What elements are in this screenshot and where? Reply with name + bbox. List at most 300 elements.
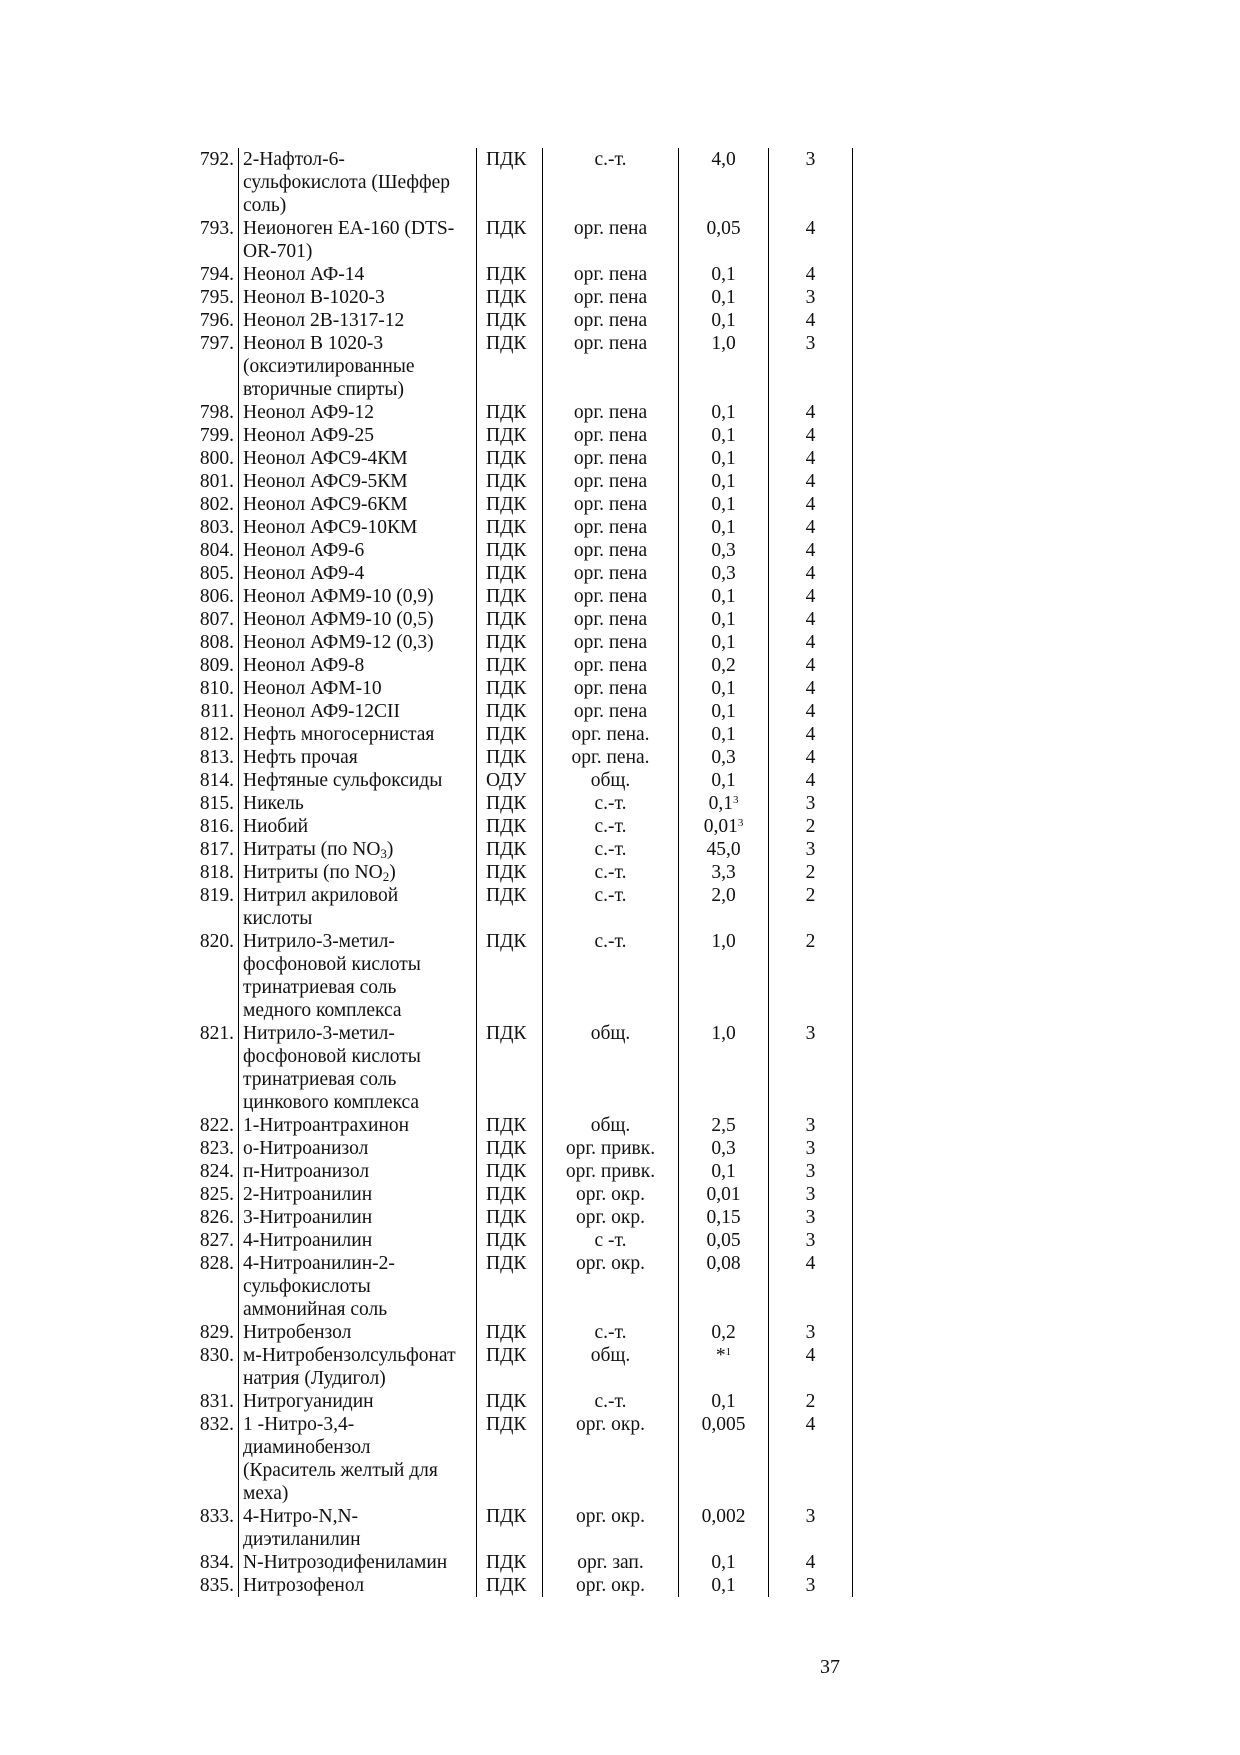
norm-type: ПДК [477,884,543,930]
substance-name: Нитрило-3-метил- фосфоновой кислоты тринатриевая соль медного комплекса [239,930,477,1022]
table-row [186,148,853,217]
value-text: 0,1 [711,1575,736,1596]
value-text: 0,1 [711,1391,736,1412]
row-number: 797. [186,332,239,401]
limiting-criterion: общ. [543,1114,679,1137]
substance-name: о-Нитроанизол [239,1137,477,1160]
limiting-criterion: орг. пена [543,516,679,539]
norm-type: ПДК [477,930,543,1022]
norm-type: ПДК [477,263,543,286]
row-number: 801. [186,470,239,493]
substance-name-text: Нитриты (по NO [243,862,383,883]
row-number: 800. [186,447,239,470]
row-number: 804. [186,539,239,562]
table-row [186,1183,853,1206]
limiting-criterion: орг. окр. [543,1252,679,1321]
table-row [186,930,853,1022]
limiting-criterion: орг. пена [543,562,679,585]
limiting-criterion: орг. пена [543,263,679,286]
value-text: 0,1 [711,471,736,492]
norm-type: ПДК [477,838,543,861]
concentration-value [679,1505,769,1551]
row-number: 809. [186,654,239,677]
row-number: 819. [186,884,239,930]
substance-name: Неонол АФ9-6 [239,539,477,562]
footnote-mark: 1 [725,1346,732,1358]
row-number: 796. [186,309,239,332]
norm-type: ПДК [477,677,543,700]
hazard-class: 4 [769,217,853,263]
table-row [186,263,853,286]
row-number: 825. [186,1183,239,1206]
limiting-criterion: орг. пена [543,654,679,677]
norm-type: ПДК [477,861,543,884]
hazard-class: 3 [769,1321,853,1344]
substance-name: Нефть многосернистая [239,723,477,746]
norm-type: ПДК [477,217,543,263]
concentration-value [679,1137,769,1160]
value-text: 0,1 [708,793,733,814]
value-text: 0,1 [711,402,736,423]
table-row [186,424,853,447]
hazard-class: 4 [769,470,853,493]
limiting-criterion: орг. привк. [543,1160,679,1183]
limiting-criterion: с.-т. [543,815,679,838]
substance-name: 1-Нитроантрахинон [239,1114,477,1137]
limiting-criterion: орг. окр. [543,1413,679,1505]
row-number: 803. [186,516,239,539]
table-row [186,700,853,723]
row-number: 820. [186,930,239,1022]
norm-type: ПДК [477,401,543,424]
limiting-criterion: орг. пена [543,677,679,700]
row-number: 818. [186,861,239,884]
table-row [186,539,853,562]
concentration-value [679,562,769,585]
concentration-value [679,401,769,424]
concentration-value [679,539,769,562]
table-row [186,608,853,631]
row-number: 802. [186,493,239,516]
table-row [186,723,853,746]
value-text: 1,0 [711,333,736,354]
table-row [186,677,853,700]
table-row [186,1505,853,1551]
row-number: 816. [186,815,239,838]
subscript: 3 [380,846,387,861]
hazard-class: 4 [769,1252,853,1321]
limiting-criterion: общ. [543,769,679,792]
substance-name: Нитрило-3-метил- фосфоновой кислоты тринатриевая соль цинкового комплекса [239,1022,477,1114]
substance-name: Ниобий [239,815,477,838]
table-row [186,332,853,401]
row-number: 827. [186,1229,239,1252]
concentration-value [679,493,769,516]
substance-name: Неонол АФС9-4КМ [239,447,477,470]
substance-name-tail: ) [389,862,396,883]
concentration-value [679,1183,769,1206]
concentration-value [679,1344,769,1390]
norm-type: ПДК [477,815,543,838]
substance-name: Неонол В 1020-3 (оксиэтилированные вторичные спирты) [239,332,477,401]
hazard-class: 3 [769,1137,853,1160]
table-row [186,286,853,309]
hazard-class: 3 [769,1114,853,1137]
substance-name: Неонол АФС9-5КМ [239,470,477,493]
table-row [186,838,853,861]
limiting-criterion: орг. окр. [543,1183,679,1206]
value-text: 45,0 [706,839,741,860]
limiting-criterion: орг. пена [543,700,679,723]
row-number: 824. [186,1160,239,1183]
table-row [186,1321,853,1344]
substance-name: Неонол 2В-1317-12 [239,309,477,332]
table-row [186,447,853,470]
substance-name: Неонол АФС9-6КМ [239,493,477,516]
hazard-class: 4 [769,769,853,792]
concentration-value [679,1574,769,1597]
substance-name: Нефть прочая [239,746,477,769]
value-text: 0,1 [711,724,736,745]
hazard-class: 4 [769,516,853,539]
hazard-class: 3 [769,148,853,217]
value-text: 0,01 [703,816,738,837]
substance-name: 2-Нафтол-6- сульфокислота (Шеффер соль) [239,148,477,217]
limiting-criterion: орг. пена [543,217,679,263]
row-number: 832. [186,1413,239,1505]
norm-type: ПДК [477,1160,543,1183]
substance-name-tail: ) [386,839,394,860]
row-number: 821. [186,1022,239,1114]
norm-type: ПДК [477,792,543,815]
concentration-value [679,1114,769,1137]
value-text: 0,1 [711,264,736,285]
hazard-class: 4 [769,562,853,585]
substance-name: Неонол АФМ9-10 (0,9) [239,585,477,608]
limiting-criterion: орг. пена [543,631,679,654]
row-number: 835. [186,1574,239,1597]
concentration-value [679,1413,769,1505]
norm-type: ПДК [477,470,543,493]
hazard-class: 4 [769,401,853,424]
hazard-class: 4 [769,539,853,562]
table-row [186,884,853,930]
concentration-value [679,447,769,470]
value-text: 0,1 [711,632,736,653]
limiting-criterion: с.-т. [543,148,679,217]
hazard-class: 3 [769,1574,853,1597]
concentration-value [679,838,769,861]
row-number: 831. [186,1390,239,1413]
hazard-class: 3 [769,1022,853,1114]
concentration-value [679,332,769,401]
concentration-value [679,608,769,631]
substance-name: Нефтяные сульфоксиды [239,769,477,792]
substance-name: Неонол АФ9-4 [239,562,477,585]
value-text: 2,0 [711,885,736,906]
substance-name: Неонол АФМ9-10 (0,5) [239,608,477,631]
hazard-class: 2 [769,1390,853,1413]
hazard-class: 3 [769,1229,853,1252]
hazard-class: 4 [769,608,853,631]
value-text: 0,1 [711,701,736,722]
row-number: 823. [186,1137,239,1160]
limiting-criterion: орг. пена [543,608,679,631]
table-row [186,746,853,769]
substance-name: м-Нитробензолсульфонат натрия (Лудигол) [239,1344,477,1390]
hazard-class: 4 [769,493,853,516]
value-text: 0,1 [711,448,736,469]
value-text: 0,1 [711,678,736,699]
limiting-criterion: орг. пена. [543,746,679,769]
subscript: 2 [382,869,390,884]
substance-name: 4-Нитро-N,N- диэтиланилин [239,1505,477,1551]
substance-name: Неонол АФ9-25 [239,424,477,447]
limiting-criterion: с.-т. [543,930,679,1022]
concentration-value [679,1551,769,1574]
hazard-class: 4 [769,700,853,723]
row-number: 792. [186,148,239,217]
value-text: 0,1 [711,586,736,607]
norm-type: ПДК [477,1183,543,1206]
value-text: 0,1 [711,1552,736,1573]
limiting-criterion: орг. пена [543,585,679,608]
table-row [186,1206,853,1229]
table-row [186,1344,853,1390]
concentration-value [679,1160,769,1183]
concentration-value [679,631,769,654]
concentration-value [679,585,769,608]
limiting-criterion: орг. зап. [543,1551,679,1574]
table-row [186,1160,853,1183]
hazard-class: 3 [769,838,853,861]
table-row [186,309,853,332]
norm-type: ПДК [477,723,543,746]
limiting-criterion: орг. пена [543,332,679,401]
hazard-class: 4 [769,263,853,286]
footnote-mark: 3 [737,817,744,829]
value-text: 0,2 [711,1322,736,1343]
table-row [186,493,853,516]
limiting-criterion: с -т. [543,1229,679,1252]
concentration-value [679,263,769,286]
hazard-class: 4 [769,631,853,654]
limiting-criterion: орг. пена [543,286,679,309]
table-row [186,1574,853,1597]
norm-type: ПДК [477,1252,543,1321]
table-row [186,631,853,654]
value-text: 3,3 [711,862,736,883]
row-number: 813. [186,746,239,769]
limiting-criterion: общ. [543,1022,679,1114]
norm-type: ПДК [477,1206,543,1229]
hazard-class: 4 [769,723,853,746]
limiting-criterion: с.-т. [543,792,679,815]
table-row [186,1413,853,1505]
value-text: 0,1 [711,287,736,308]
substance-name: Неонол В-1020-3 [239,286,477,309]
limiting-criterion: орг. пена [543,424,679,447]
norm-type: ПДК [477,1344,543,1390]
concentration-value [679,470,769,493]
hazard-class: 2 [769,861,853,884]
hazard-class: 3 [769,332,853,401]
row-number: 810. [186,677,239,700]
value-text: 0,1 [711,609,736,630]
limiting-criterion: орг. пена [543,493,679,516]
hazard-class: 2 [769,884,853,930]
concentration-value [679,792,769,815]
table-row [186,1137,853,1160]
norm-type: ПДК [477,1022,543,1114]
concentration-value [679,769,769,792]
table-row [186,401,853,424]
row-number: 807. [186,608,239,631]
value-text: 0,1 [711,517,736,538]
limiting-criterion: орг. пена [543,447,679,470]
concentration-value [679,1252,769,1321]
substance-name: Никель [239,792,477,815]
norm-type: ПДК [477,1390,543,1413]
substance-name: Нитрогуанидин [239,1390,477,1413]
row-number: 798. [186,401,239,424]
norm-type: ПДК [477,654,543,677]
row-number: 812. [186,723,239,746]
limiting-criterion: орг. пена [543,309,679,332]
row-number: 822. [186,1114,239,1137]
hazard-class: 4 [769,1344,853,1390]
value-text: 0,15 [706,1207,741,1228]
hazard-class: 4 [769,585,853,608]
concentration-value [679,516,769,539]
norm-type: ПДК [477,286,543,309]
table-row [186,815,853,838]
substance-name: 4-Нитроанилин-2- сульфокислоты аммонийная соль [239,1252,477,1321]
row-number: 793. [186,217,239,263]
norm-type: ОДУ [477,769,543,792]
norm-type: ПДК [477,746,543,769]
substance-name: 3-Нитроанилин [239,1206,477,1229]
substance-name: Неонол АФ9-12 [239,401,477,424]
limiting-criterion: с.-т. [543,884,679,930]
value-text: 0,1 [711,1161,736,1182]
table-row [186,654,853,677]
substance-name: Неонол АФС9-10КМ [239,516,477,539]
value-text: 0,1 [711,770,736,791]
concentration-value [679,723,769,746]
table-row [186,1252,853,1321]
substance-name: Неонол АФ-14 [239,263,477,286]
limiting-criterion: с.-т. [543,1321,679,1344]
norm-type: ПДК [477,562,543,585]
hazard-class: 3 [769,792,853,815]
substance-name: Нитрозофенол [239,1574,477,1597]
value-text: 1,0 [711,1023,736,1044]
norm-type: ПДК [477,1321,543,1344]
substance-name: Нитробензол [239,1321,477,1344]
norm-type: ПДК [477,608,543,631]
page-number: 37 [820,1656,840,1678]
substance-name: п-Нитроанизол [239,1160,477,1183]
hazard-class: 3 [769,1183,853,1206]
table-row [186,470,853,493]
value-text: 0,08 [706,1253,741,1274]
hazard-class: 2 [769,930,853,1022]
table-row [186,1551,853,1574]
concentration-value [679,424,769,447]
substance-name: Неонол АФ9-8 [239,654,477,677]
table-row [186,792,853,815]
table-row [186,769,853,792]
limiting-criterion: орг. окр. [543,1505,679,1551]
substance-name: 1 -Нитро-3,4- диаминобензол (Краситель желтый для меха) [239,1413,477,1505]
value-text: 0,005 [701,1414,746,1435]
table-row [186,1022,853,1114]
hazard-class: 4 [769,677,853,700]
limiting-criterion: с.-т. [543,838,679,861]
table-row [186,562,853,585]
limiting-criterion: с.-т. [543,861,679,884]
hazard-class: 3 [769,1505,853,1551]
substance-name [239,861,477,884]
concentration-value [679,1229,769,1252]
norm-type: ПДК [477,332,543,401]
substance-name: Неонол АФМ9-12 (0,3) [239,631,477,654]
substance-name [239,838,477,861]
norm-type: ПДК [477,1413,543,1505]
limiting-criterion: орг. окр. [543,1206,679,1229]
value-text: 0,002 [701,1506,746,1527]
concentration-value [679,148,769,217]
value-text: 4,0 [711,149,736,170]
limiting-criterion: орг. привк. [543,1137,679,1160]
row-number: 826. [186,1206,239,1229]
row-number: 805. [186,562,239,585]
norm-type: ПДК [477,539,543,562]
norm-type: ПДК [477,309,543,332]
concentration-value [679,654,769,677]
norm-type: ПДК [477,585,543,608]
table-row [186,861,853,884]
concentration-value [679,1390,769,1413]
norm-type: ПДК [477,1551,543,1574]
norm-type: ПДК [477,700,543,723]
table-row [186,217,853,263]
footnote-mark: 3 [732,794,739,806]
concentration-value [679,1206,769,1229]
table-row [186,1114,853,1137]
norm-type: ПДК [477,1574,543,1597]
norm-type: ПДК [477,1137,543,1160]
row-number: 817. [186,838,239,861]
row-number: 828. [186,1252,239,1321]
substance-name-text: Нитраты (по NO [243,839,381,860]
value-text: 0,3 [711,1138,736,1159]
norm-type: ПДК [477,1229,543,1252]
hazard-class: 3 [769,1160,853,1183]
table-row [186,1390,853,1413]
concentration-value [679,286,769,309]
concentration-value [679,217,769,263]
substance-name: Неонол АФ9-12СII [239,700,477,723]
concentration-value [679,815,769,838]
hazard-class: 4 [769,447,853,470]
norm-type: ПДК [477,1114,543,1137]
concentration-value [679,746,769,769]
norm-type: ПДК [477,424,543,447]
concentration-value [679,309,769,332]
hazard-class: 3 [769,286,853,309]
